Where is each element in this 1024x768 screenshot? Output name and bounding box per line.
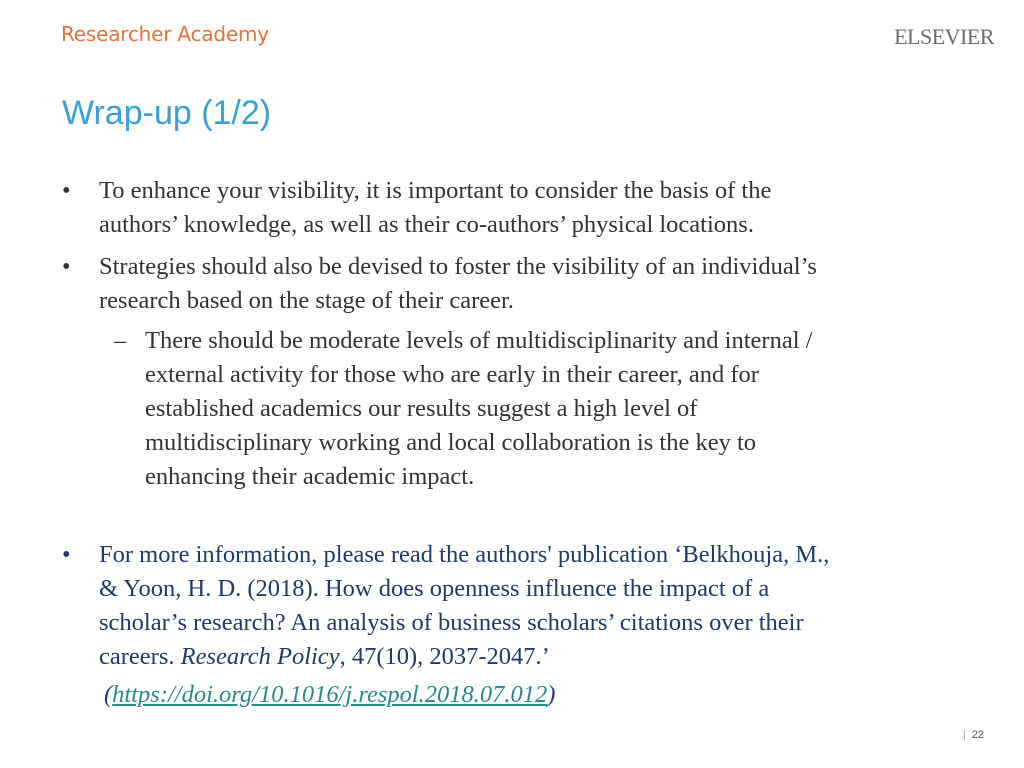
sub-bullet-line: external activity for those who are early in their career, and for [145, 361, 759, 388]
info-line: For more information, please read the authors' publication ‘Belkhouja, M., [99, 541, 830, 568]
info-line: scholar’s research? An analysis of business scholars’ citations over their [99, 609, 804, 636]
bullet-line: Strategies should also be devised to foster the visibility of an individual’s [99, 253, 817, 280]
info-line: & Yoon, H. D. (2018). How does openness influence the impact of a [99, 575, 770, 602]
doi-link[interactable]: https://doi.org/10.1016/j.respol.2018.07.012 [112, 681, 548, 708]
bullet-more-information [62, 538, 962, 674]
sub-bullet-line: established academics our results suggest a high level of [145, 395, 698, 422]
bullet-visibility [62, 174, 962, 242]
bullet-marker: • [62, 177, 71, 204]
publisher-logo-text: ELSEVIER [894, 24, 994, 49]
footer-separator: | [962, 729, 966, 741]
bullet-line: research based on the stage of their career. [99, 287, 514, 314]
info-text: careers. [99, 643, 181, 670]
info-text: , 47(10), 2037-2047.’ [339, 643, 550, 670]
page-number: 22 [971, 729, 984, 741]
sub-bullet-multidisciplinarity [62, 324, 962, 494]
sub-bullet-line: There should be moderate levels of multidisciplinarity and internal / [145, 327, 813, 354]
slide-title: Wrap-up (1/2) [62, 94, 272, 132]
bullet-line: To enhance your visibility, it is important to consider the basis of the [99, 177, 772, 204]
bullet-marker: • [62, 253, 71, 280]
paren-close: ) [547, 681, 556, 708]
bullet-line: authors’ knowledge, as well as their co-authors’ physical locations. [99, 211, 754, 238]
sub-bullet-marker: – [114, 327, 127, 354]
bullet-strategies [62, 250, 962, 318]
info-line [99, 640, 962, 674]
sub-bullet-line: multidisciplinary working and local collaboration is the key to [145, 429, 757, 456]
bullet-marker: • [62, 541, 71, 568]
sub-bullet-line: enhancing their academic impact. [145, 463, 475, 490]
slide-content [62, 174, 962, 712]
paren-open: ( [104, 681, 113, 708]
doi-line [62, 678, 962, 712]
journal-name: Research Policy [180, 643, 340, 670]
brand-logo-text: Researcher Academy [61, 22, 269, 46]
page-footer [963, 729, 984, 741]
